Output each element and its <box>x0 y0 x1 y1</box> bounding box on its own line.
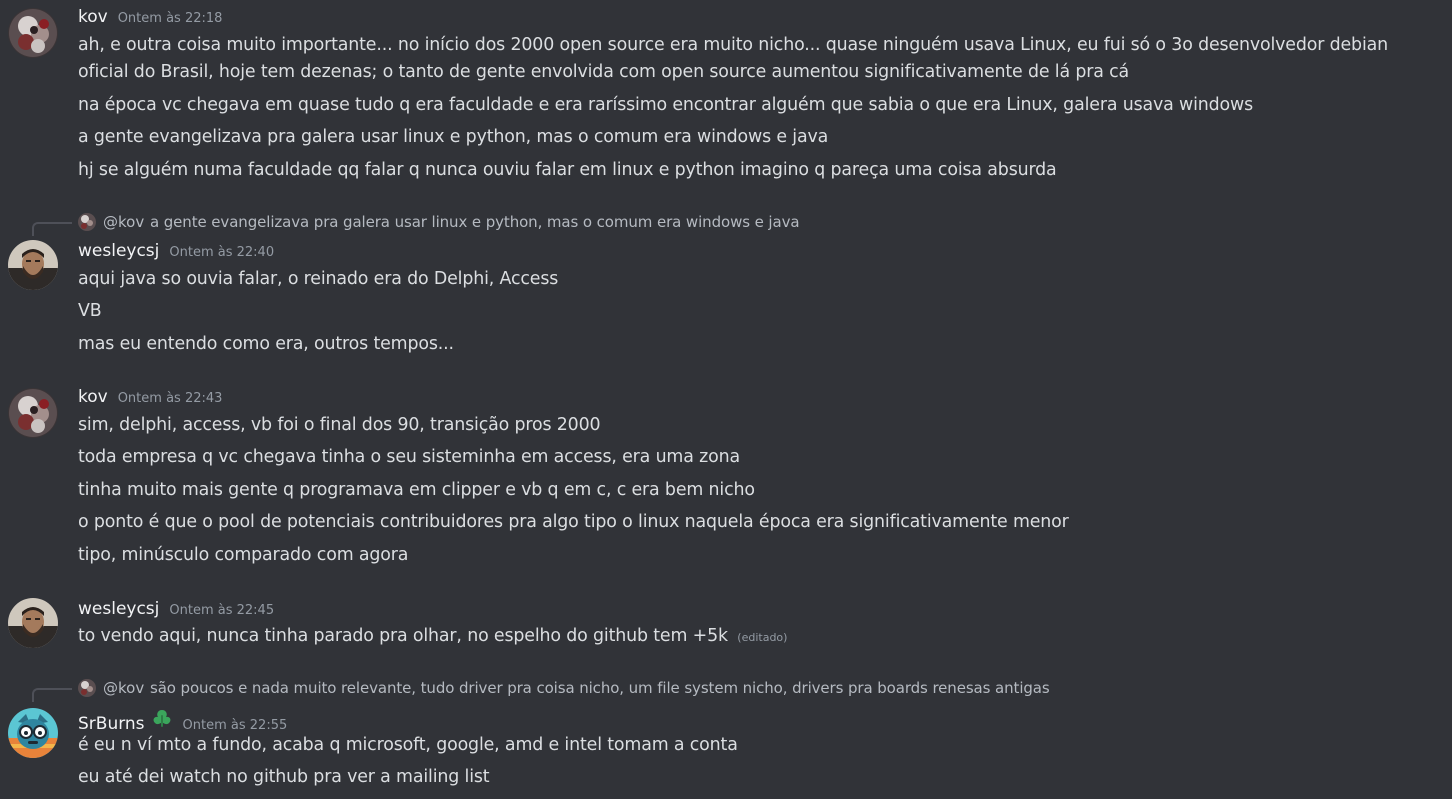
message-text: mas eu entendo como era, outros tempos... <box>78 334 454 354</box>
avatar-srburns[interactable] <box>8 708 58 758</box>
message-timestamp: Ontem às 22:40 <box>169 245 275 260</box>
message-text: ah, e outra coisa muito importante... no início dos 2000 open source era muito nicho... quase ninguém usava Linux, eu fui só o 3o desenvolvedor debian oficial do Brasil, hoje tem dezenas; o tanto de gente envolvida com open source aumentou significativamente de lá pra cá <box>78 35 1388 82</box>
reply-author[interactable]: @kov <box>103 213 145 231</box>
reply-preview-text[interactable]: são poucos e nada muito relevante, tudo driver pra coisa nicho, um file system nicho, drivers pra boards renesas antigas <box>150 679 1050 697</box>
reply-avatar-kov <box>78 213 96 231</box>
message-group-srburns <box>0 676 1452 799</box>
message-text: hj se alguém numa faculdade qq falar q nunca ouviu falar em linux e python imagino q pareça uma coisa absurda <box>78 160 1057 180</box>
author-name[interactable]: kov <box>78 7 108 27</box>
message-text: tipo, minúsculo comparado com agora <box>78 545 409 565</box>
message-timestamp: Ontem às 22:45 <box>169 603 275 618</box>
avatar-kov[interactable] <box>8 388 58 438</box>
author-name[interactable]: SrBurns <box>78 714 145 734</box>
reply-spine <box>32 222 72 236</box>
green-leaf-role-icon[interactable] <box>151 707 173 729</box>
message-group-kov-2 <box>0 380 1452 570</box>
reply-reference[interactable] <box>32 678 1132 698</box>
message-text: tinha muito mais gente q programava em clipper e vb q em c, c era bem nicho <box>78 480 755 500</box>
message-group-wesleycsj-1 <box>0 210 1452 360</box>
message-group-kov-1 <box>0 0 1452 190</box>
message-timestamp: Ontem às 22:43 <box>117 391 223 406</box>
reply-spine <box>32 688 72 702</box>
author-name[interactable]: wesleycsj <box>78 241 160 261</box>
message-timestamp: Ontem às 22:18 <box>117 11 223 26</box>
author-name[interactable]: kov <box>78 387 108 407</box>
reply-author[interactable]: @kov <box>103 679 145 697</box>
message-text: eu até dei watch no github pra ver a mailing list <box>78 767 490 787</box>
reply-avatar-kov <box>78 679 96 697</box>
author-name[interactable]: wesleycsj <box>78 599 160 619</box>
message-text: to vendo aqui, nunca tinha parado pra olhar, no espelho do github tem +5k <box>78 626 728 646</box>
edited-label: (editado) <box>737 631 788 644</box>
message-text: a gente evangelizava pra galera usar linux e python, mas o comum era windows e java <box>78 127 829 147</box>
message-text: é eu n ví mto a fundo, acaba q microsoft, google, amd e intel tomam a conta <box>78 735 738 755</box>
message-text: toda empresa q vc chegava tinha o seu sisteminha em access, era uma zona <box>78 447 740 467</box>
avatar-kov[interactable] <box>8 8 58 58</box>
message-timestamp: Ontem às 22:55 <box>182 718 288 733</box>
reply-preview-text[interactable]: a gente evangelizava pra galera usar linux e python, mas o comum era windows e java <box>150 213 800 231</box>
avatar-wesleycsj[interactable] <box>8 240 58 290</box>
message-text: na época vc chegava em quase tudo q era faculdade e era raríssimo encontrar alguém que sabia o que era Linux, galera usava windows <box>78 95 1254 115</box>
message-text: o ponto é que o pool de potenciais contribuidores pra algo tipo o linux naquela época era significativamente menor <box>78 512 1069 532</box>
message-text: aqui java so ouvia falar, o reinado era do Delphi, Access <box>78 269 559 289</box>
message-text-row <box>78 623 1438 651</box>
message-text: VB <box>78 301 102 321</box>
message-text: sim, delphi, access, vb foi o final dos 90, transição pros 2000 <box>78 415 601 435</box>
message-group-wesleycsj-2 <box>0 590 1452 655</box>
reply-reference[interactable] <box>32 212 1132 232</box>
avatar-wesleycsj[interactable] <box>8 598 58 648</box>
